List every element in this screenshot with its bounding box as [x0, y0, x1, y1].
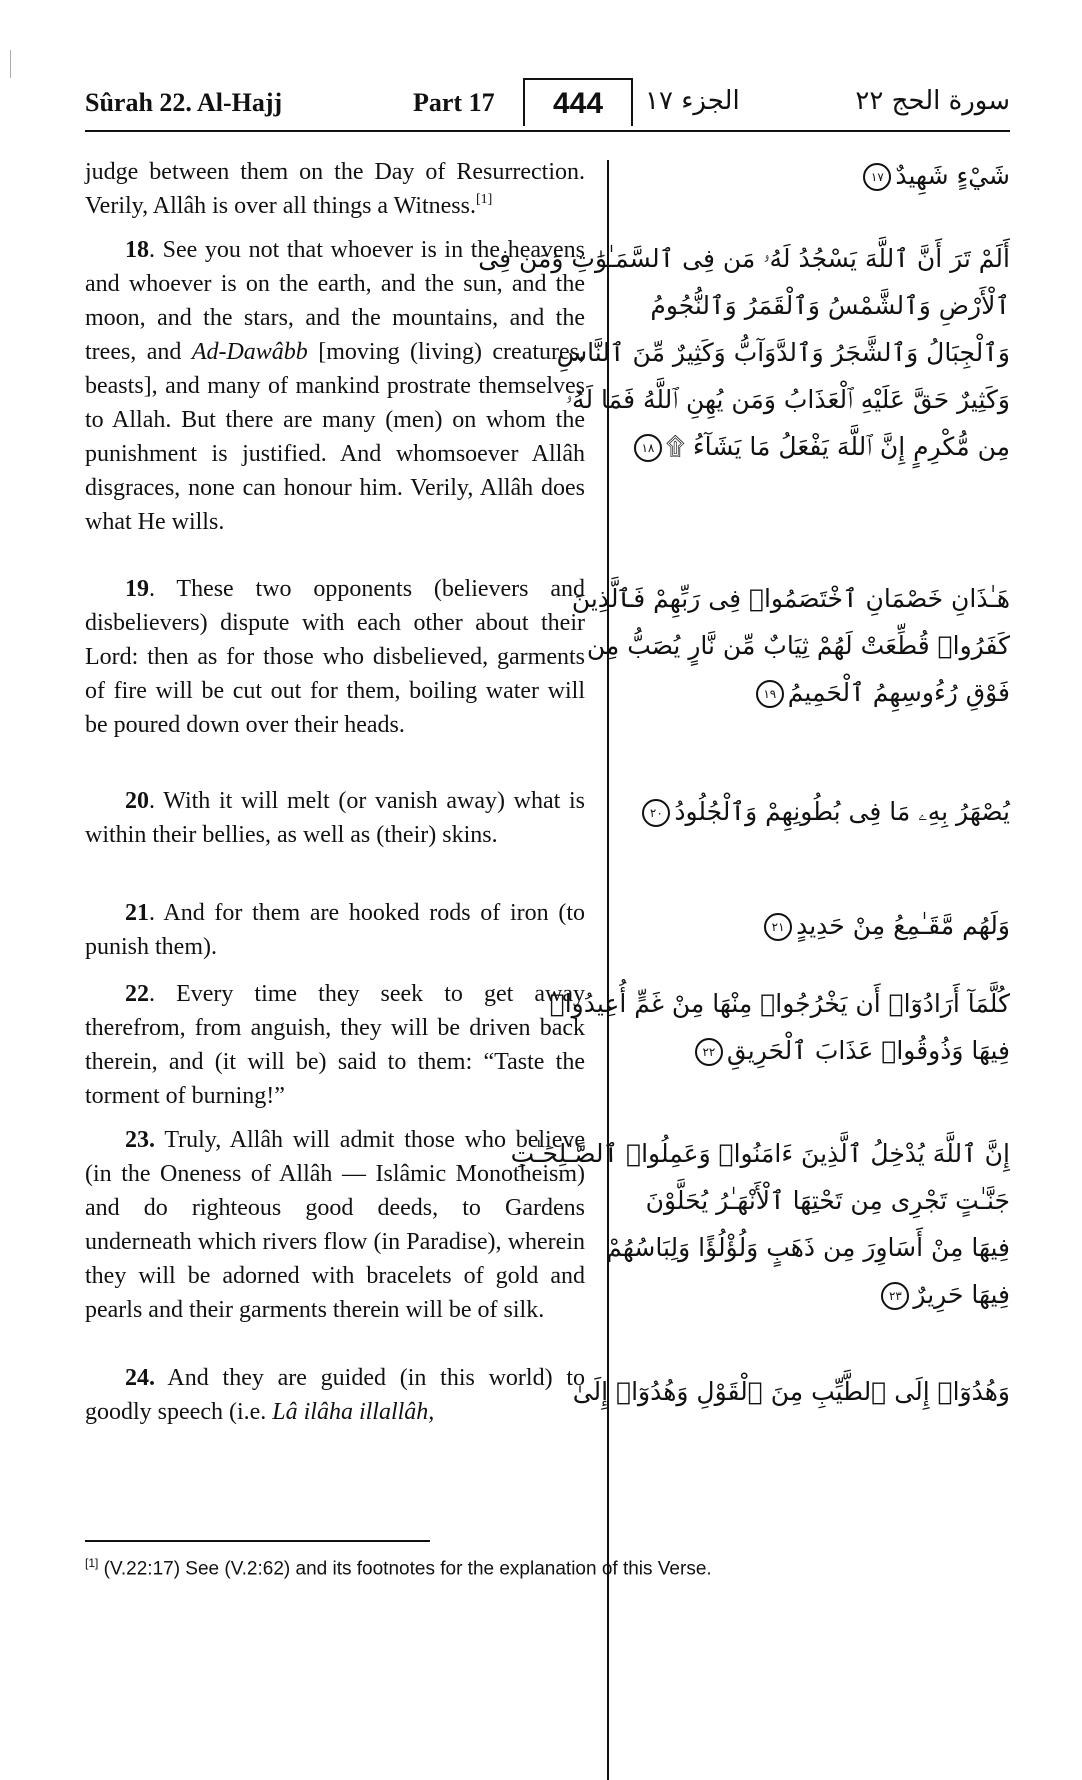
verse-23-arabic: إِنَّ ٱللَّهَ يُدْخِلُ ٱلَّذِينَ ءَامَنُوا۟ وَعَمِلُوا۟ ٱلصَّـٰلِحَـٰتِ جَنَّـٰتٍ تَجْرِى مِن تَحْتِهَا ٱلْأَنْهَـٰرُ يُحَلَّوْنَ فِيهَا مِنْ أَسَاوِرَ مِن ذَهَبٍ وَلُؤْلُؤًا وَلِبَاسُهُمْ فِيهَا حَرِيرٌ٢٣ [510, 1139, 1010, 1309]
verse-marker-icon: ٢٠ [642, 799, 670, 827]
footnote-rule [85, 1540, 430, 1542]
footnote: [1] (V.22:17) See (V.2:62) and its footnotes for the explanation of this Verse. [85, 1556, 712, 1580]
verse-marker-icon: ١٨ [634, 434, 662, 462]
verse-17-continuation: judge between them on the Day of Resurrection. Verily, Allâh is over all things a Witness.[1] [85, 159, 585, 219]
verse-number: 23. [125, 1127, 155, 1153]
verse-21-english: 21. And for them are hooked rods of iron (to punish them). [85, 900, 585, 960]
verse-24-english: 24. And they are guided (in this world) to goodly speech (i.e. Lâ ilâha illallâh, [85, 1365, 585, 1425]
verse-number: 24. [125, 1365, 155, 1391]
page-header [85, 80, 1010, 130]
part-label-arabic: الجزء ١٧ [645, 86, 740, 116]
surah-title: Sûrah 22. Al-Hajj [85, 88, 283, 117]
verse-21-arabic: وَلَهُم مَّقَـٰمِعُ مِنْ حَدِيدٍ٢١ [630, 902, 1010, 949]
verse-marker-icon: ١٧ [863, 163, 891, 191]
verse-24-arabic: وَهُدُوٓا۟ إِلَى ٱلطَّيِّبِ مِنَ ٱلْقَوْلِ وَهُدُوٓا۟ إِلَىٰ [572, 1377, 1010, 1406]
page-number: 444 [523, 78, 633, 126]
verse-20-arabic: يُصْهَرُ بِهِۦ مَا فِى بُطُونِهِمْ وَٱلْجُلُودُ٢٠ [630, 788, 1010, 835]
verse-19-english: 19. These two opponents (believers and disbelievers) dispute with each other about their Lord: then as for those who disbelieved, garments of fire will be cut out for them, boiling water will be poured down over their heads. [85, 576, 585, 738]
verse-22-arabic: كُلَّمَآ أَرَادُوٓا۟ أَن يَخْرُجُوا۟ مِنْهَا مِنْ غَمٍّ أُعِيدُوا۟ فِيهَا وَذُوقُوا۟ عَذَابَ ٱلْحَرِيقِ٢٢ [549, 989, 1010, 1065]
verse-number: 21 [125, 900, 149, 926]
verse-marker-icon: ٢٣ [881, 1282, 909, 1310]
verse-number: 20 [125, 788, 149, 814]
part-label: Part 17 [413, 88, 495, 117]
verse-number: 19 [125, 576, 149, 602]
verse-19-arabic: هَـٰذَانِ خَصْمَانِ ٱخْتَصَمُوا۟ فِى رَبِّهِمْ فَٱلَّذِينَ كَفَرُوا۟ قُطِّعَتْ لَهُمْ ثِيَابٌ مِّن نَّارٍ يُصَبُّ مِن فَوْقِ رُءُوسِهِمُ ٱلْحَمِيمُ١٩ [571, 584, 1010, 707]
footnote-mark: [1] [85, 1556, 99, 1570]
surah-title-arabic: سورة الحج ٢٢ [855, 86, 1010, 116]
header-rule [85, 130, 1010, 132]
verse-23-english: 23. Truly, Allâh will admit those who believe (in the Oneness of Allâh — Islâmic Monotheism) and do righteous good deeds, to Gardens underneath which rivers flow (in Paradise), wherein they will be adorned with bracelets of gold and pearls and their garments therein will be of silk. [85, 1127, 585, 1323]
verse-marker-icon: ٢٢ [695, 1038, 723, 1066]
verse-marker-icon: ١٩ [756, 680, 784, 708]
verse-18-english: 18. See you not that whoever is in the heavens and whoever is on the earth, and the sun, and the moon, and the stars, and the mountains, and the trees, and Ad-Dawâbb [moving (living) creatures, beasts], and many of mankind prostrate themselves to Allah. But there are many (men) on whom the punishment is justified. And whomsoever Allâh disgraces, none can honour him. Verily, Allâh does what He wills. [85, 237, 585, 535]
verse-20-english: 20. With it will melt (or vanish away) what is within their bellies, as well as (their) skins. [85, 788, 585, 848]
verse-number: 18 [125, 237, 149, 263]
verse-17-arabic: شَيْءٍ شَهِيدٌ١٧ [630, 152, 1010, 199]
footnote-ref: [1] [475, 192, 493, 207]
verse-22-english: 22. Every time they seek to get away therefrom, from anguish, they will be driven back therein, and (it will be) said to them: “Taste the torment of burning!” [85, 981, 585, 1109]
verse-number: 22 [125, 981, 149, 1007]
scan-mark [10, 50, 11, 78]
verse-18-arabic: أَلَمْ تَرَ أَنَّ ٱللَّهَ يَسْجُدُ لَهُۥ مَن فِى ٱلسَّمَـٰوَٰتِ وَمَن فِى ٱلْأَرْضِ وَٱلشَّمْسُ وَٱلْقَمَرُ وَٱلنُّجُومُ وَٱلْجِبَالُ وَٱلشَّجَرُ وَٱلدَّوَآبُّ وَكَثِيرٌ مِّنَ ٱلنَّاسِ وَكَثِيرٌ حَقَّ عَلَيْهِ ٱلْعَذَابُ وَمَن يُهِنِ ٱللَّهُ فَمَا لَهُۥ مِن مُّكْرِمٍ إِنَّ ٱللَّهَ يَفْعَلُ مَا يَشَآءُ ۩١٨ [478, 244, 1010, 461]
verse-marker-icon: ٢١ [764, 913, 792, 941]
